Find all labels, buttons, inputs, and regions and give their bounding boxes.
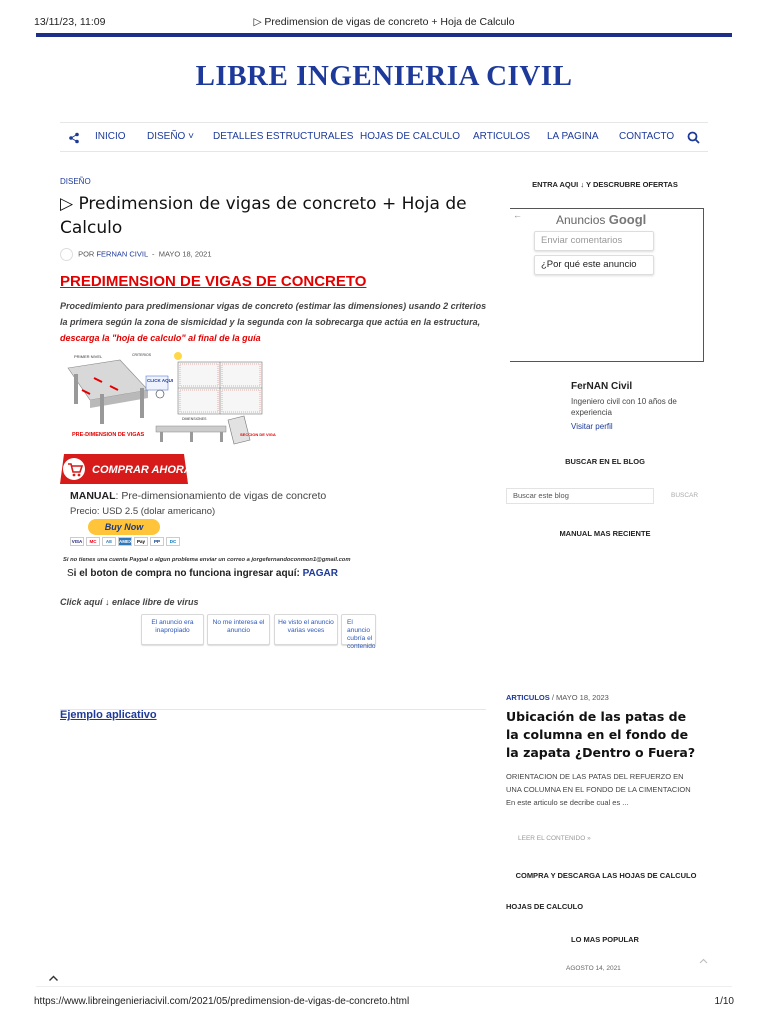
post-category[interactable]: DISEÑO bbox=[60, 177, 91, 186]
svg-text:PRIMER NIVEL: PRIMER NIVEL bbox=[74, 354, 103, 359]
print-datetime: 13/11/23, 11:09 bbox=[34, 16, 106, 28]
post-by: POR bbox=[78, 249, 95, 259]
article-category[interactable]: ARTICULOS bbox=[506, 693, 550, 702]
payment-cards bbox=[70, 537, 180, 547]
ad-feedback-inappropriate-button[interactable]: El anuncio era inapropiado bbox=[141, 614, 204, 645]
click-text: Click aquí ↓ enlace libre de virus bbox=[60, 597, 199, 607]
buy-issue-line bbox=[67, 568, 338, 579]
send-feedback-button[interactable]: Enviar comentarios bbox=[534, 231, 654, 251]
card-paypal-icon: PP bbox=[150, 537, 164, 546]
print-doc-title: ▷ Predimension de vigas de concreto + Hoja de Calculo bbox=[253, 16, 515, 28]
popular-heading: LO MAS POPULAR bbox=[571, 935, 639, 944]
post-date: MAYO 18, 2021 bbox=[158, 249, 212, 259]
diagram-seccion-label: SECCION DE VIGA bbox=[240, 432, 276, 437]
card-diners-icon: DC bbox=[166, 537, 180, 546]
back-arrow-icon[interactable]: ← bbox=[513, 210, 522, 220]
post-meta-separator: - bbox=[152, 249, 155, 259]
diagram-dimensiones-label: DIMENSIONES bbox=[182, 417, 207, 421]
nav-item-hojas[interactable]: HOJAS DE CALCULO bbox=[360, 131, 461, 142]
nav-item-articulos[interactable]: ARTICULOS bbox=[473, 131, 531, 142]
download-link[interactable]: descarga la "hoja de calculo" al final de la guía bbox=[60, 333, 261, 343]
print-url: https://www.libreingenieriacivil.com/2021/05/predimension-de-vigas-de-concreto.html bbox=[34, 996, 410, 1007]
google-label: Googl bbox=[608, 212, 647, 227]
buy-issue-s: S bbox=[67, 568, 74, 579]
article-excerpt: ORIENTACION DE LAS PATAS DEL REFUERZO EN UNA COLUMNA EN EL FONDO DE LA CIMENTACION En este articulo se decribe cual es ... bbox=[506, 772, 691, 807]
price: Precio: USD 2.5 (dolar americano) bbox=[70, 506, 216, 517]
article-date: MAYO 18, 2023 bbox=[556, 693, 609, 702]
ad-feedback-not-interested-button[interactable]: No me interesa el anuncio bbox=[207, 614, 270, 645]
why-this-ad-button[interactable]: ¿Por qué este anuncio bbox=[534, 255, 654, 275]
top-accent-bar bbox=[36, 33, 732, 37]
article-meta bbox=[506, 693, 609, 702]
manual-label: MANUAL bbox=[70, 490, 116, 502]
profile-description: Ingeniero civil con 10 años de experiencia bbox=[571, 397, 677, 417]
blog-search-button[interactable]: BUSCAR bbox=[671, 492, 699, 499]
ad-feedback-seen-multiple-button[interactable]: He visto el anuncio varias veces bbox=[274, 614, 338, 645]
print-page-number: 1/10 bbox=[714, 996, 734, 1007]
hojas-link[interactable]: HOJAS DE CALCULO bbox=[506, 902, 584, 911]
avatar bbox=[60, 248, 73, 261]
nav-item-la-pagina[interactable]: LA PAGINA bbox=[547, 131, 599, 142]
article-title[interactable]: Ubicación de las patas de la columna en el fondo de la zapata ¿Dentro o Fuera? bbox=[506, 709, 696, 760]
nav-item-contacto[interactable]: CONTACTO bbox=[619, 131, 675, 142]
svg-text:CRITERIOS: CRITERIOS bbox=[132, 353, 152, 357]
article-meta-separator: / bbox=[551, 693, 554, 702]
card-amex-blue-icon: AMEX bbox=[119, 539, 133, 544]
section-heading: PREDIMENSION DE VIGAS DE CONCRETO bbox=[60, 273, 367, 290]
profile-name: FerNAN Civil bbox=[571, 381, 633, 392]
site-title[interactable]: LIBRE INGENIERIA CIVIL bbox=[195, 60, 573, 92]
post-title: ▷ Predimension de vigas de concreto + Hoja de Calculo bbox=[60, 194, 467, 238]
ads-label: Anuncios bbox=[556, 213, 606, 227]
card-visa-icon: VISA bbox=[71, 539, 83, 544]
card-amex-icon: AE bbox=[102, 537, 116, 546]
buy-issue-text: i el boton de compra no funciona ingresar aquí: bbox=[73, 568, 300, 579]
card-mastercard-icon: MC bbox=[86, 537, 100, 546]
bottom-divider bbox=[36, 986, 732, 987]
nav-item-inicio[interactable]: INICIO bbox=[95, 131, 126, 142]
manual-line bbox=[70, 490, 326, 502]
compra-heading: COMPRA Y DESCARGA LAS HOJAS DE CALCULO bbox=[515, 871, 697, 880]
comprar-ahora-label: COMPRAR AHORA bbox=[92, 464, 192, 476]
search-heading: BUSCAR EN EL BLOG bbox=[565, 457, 645, 466]
diagram-main-label: PRE-DIMENSION DE VIGAS bbox=[72, 432, 145, 438]
scroll-up-icon[interactable] bbox=[48, 973, 59, 984]
manual-text: : Pre-dimensionamiento de vigas de concreto bbox=[115, 490, 327, 502]
beam-diagram-image[interactable] bbox=[60, 350, 276, 450]
chevron-up-icon[interactable] bbox=[699, 957, 708, 966]
blog-search-input[interactable]: Buscar este blog bbox=[506, 488, 654, 504]
nav-item-diseno[interactable] bbox=[147, 131, 194, 142]
print-header bbox=[0, 16, 768, 30]
paypal-note: Si no tienes una cuenta Paypal o algun problema enviar un correo a jorgefernandoconmon1@gmail.com bbox=[63, 557, 351, 563]
post-intro bbox=[60, 298, 490, 346]
ads-by-google-label bbox=[556, 212, 646, 227]
post-meta bbox=[60, 248, 212, 261]
card-applepay-icon: Pay bbox=[134, 537, 148, 546]
nav-item-diseno-label: DISEÑO bbox=[147, 131, 186, 142]
comprar-ahora-banner[interactable] bbox=[60, 452, 192, 486]
post-author[interactable]: FERNAN CIVIL bbox=[96, 249, 148, 259]
read-more-link[interactable]: LEER EL CONTENIDO » bbox=[518, 835, 591, 842]
ad-feedback-covered-content-button[interactable]: El anuncio cubría el contenido bbox=[341, 614, 376, 645]
main-nav bbox=[60, 122, 708, 152]
share-icon[interactable] bbox=[68, 132, 80, 144]
chevron-down-icon: ˅ bbox=[188, 131, 194, 142]
buy-now-button[interactable]: Buy Now bbox=[88, 519, 160, 535]
visit-profile-link[interactable]: Visitar perfil bbox=[571, 422, 613, 431]
ejemplo-link[interactable]: Ejemplo aplicativo bbox=[60, 709, 157, 721]
manual-heading: MANUAL MAS RECIENTE bbox=[559, 529, 651, 538]
post-intro-text: Procedimiento para predimensionar vigas de concreto (estimar las dimensiones) usando 2 criterios la primera según la zona de sismicidad y la segunda con la sobrecarga que actúa en la estructura, bbox=[60, 301, 487, 327]
search-icon[interactable] bbox=[687, 131, 700, 144]
pagar-link[interactable]: PAGAR bbox=[302, 568, 338, 579]
google-ad-box bbox=[510, 208, 704, 362]
popular-date: AGOSTO 14, 2021 bbox=[566, 965, 621, 972]
diagram-click-label: CLICK AQUI bbox=[147, 378, 174, 383]
nav-item-detalles[interactable]: DETALLES ESTRUCTURALES bbox=[213, 131, 354, 142]
ofertas-heading: ENTRA AQUI ↓ Y DESCRUBRE OFERTAS bbox=[532, 180, 678, 189]
